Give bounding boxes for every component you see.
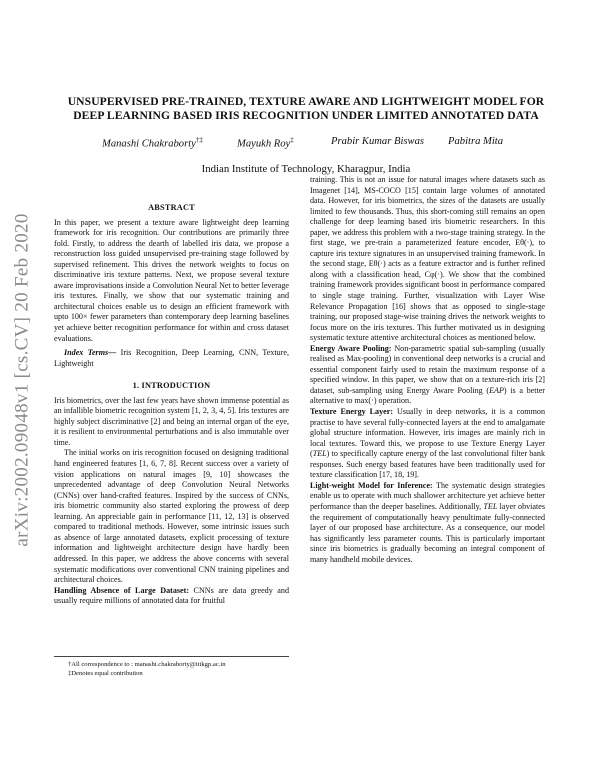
abstract-text: In this paper, we present a texture aware lightweight deep learning framework for iris recognition. Our contributions are primarily three fold. Firstly, to address the dearth of labelled iris data, we propose a reconstruction loss guided unsupervised pre-training stage followed by supervised refinement. This drives the network weights to focus on discriminative iris texture patterns. Next, we propose several texture aware improvisations inside a Convolution Neural Net to better leverage iris textures. Finally, we show that our systematic training and architectural choices enable us to design an efficient framework with upto 100× fewer parameters than contemporary deep learning baselines yet achieve better recognition performance for within and cross dataset evaluations. [54,217,289,343]
dataset-subheading: Handling Absence of Large Dataset: [54,585,190,595]
intro-paragraph-5: Energy Aware Pooling: Non-parametric spatial sub-sampling (usually realised as Max-pooling) in conventional deep networks is a crucial and essential component fairly used to retain the maximum response of a specified window. In this paper, we show that on a texture-rich iris [2] dataset, sub-sampling using Energy Aware Pooling (EAP) is a better alternative to max(·) operation. [310,343,545,406]
lightweight-model-subheading: Light-weight Model for Inference: [310,480,433,490]
index-terms-text: Iris Recognition, Deep Learning, CNN, Texture, Lightweight [54,348,289,368]
intro-paragraph-1: Iris biometrics, over the last few years have shown immense potential as an infallible biometric recognition system [1, 2, 3, 4, 5]. Iris textures are highly subject discriminative [2] and being an internal organ of the eye, it is resilient to environmental perturbations and is also immutable over time. [54,395,289,447]
index-terms [54,348,289,369]
left-column [54,203,289,607]
intro-paragraph-7: Light-weight Model for Inference: The systematic design strategies enable us to operate with much shallower architecture yet achieve better performance than the deeper baselines. Additionally, TEL layer obviates the requirement of computationally heavy penultimate fully-connected layer of our proposed base architecture. As a consequence, our model has significantly less parameter counts. This is particularly important since iris biometrics is gradually becoming an integral component of many handheld mobile devices. [310,480,545,564]
intro-paragraph-6: Texture Energy Layer: Usually in deep networks, it is a common practise to have several fully-connected layers at the end to amalgamate global structure information. However, iris images are mainly rich in local textures. Toward this, we propose to use Texture Energy Layer (TEL) to specifically capture energy of the last convolutional filter bank responses. Such energy based features have been traditionally used for texture classification [17, 18, 19]. [310,407,545,480]
author-3: Prabir Kumar Biswas [331,136,425,147]
index-terms-label: Index Terms— [64,348,117,358]
energy-pooling-subheading: Energy Aware Pooling: [310,343,392,353]
paper-title: UNSUPERVISED PRE-TRAINED, TEXTURE AWARE AND LIGHTWEIGHT MODEL FOR DEEP LEARNING BASED IRIS RECOGNITION UNDER LIMITED ANNOTATED DATA [67,95,545,122]
texture-energy-subheading: Texture Energy Layer: [310,407,394,417]
author-list [52,136,560,150]
footnote-equal-contribution: ‡Denotes equal contribution [68,670,143,677]
abstract-heading: ABSTRACT [148,203,195,212]
footnotes [54,656,289,678]
intro-paragraph-4: training. This is not an issue for natural images where datasets such as Imagenet [14], MS-COCO [15] contain large volumes of annotated data. However, for iris biometrics, the sizes of the datasets are usually limited to few thousands. Thus, this short-coming still remains an open challenge for deep learning based iris biometric researchers. In this paper, we address this problem with a two-stage training strategy. In the first stage, we pre-train a parameterized feature encoder, Eθ(·), to capture iris texture signatures in an unsupervised training framework. In the second stage, Eθ(·) acts as a feature extractor and is further refined along with a classification head, Cφ(·). We show that the combined training framework provides significant boost in performance compared to single stage training. Further, visualization with Layer Wise Relevance Propagation [16] shows that as opposed to single-stage training, our proposed stage-wise training drives the network weights to focus more on the iris textures. This further motivated us in designing systematic texture attentive architectural choices as mentioned below. [310,175,545,343]
right-column [310,175,545,565]
intro-paragraph-2: The initial works on iris recognition focused on designing traditional hand engineered features [1, 6, 7, 8]. Recent success over a variety of vision applications on natural images [9, 10] showcases the unprecedented advantage of deep Convolution Neural Networks (CNNs) over hand-crafted features. Inspired by the success of CNNs, iris biometric community also started exploring the prowess of deep learning. An appreciable gain in performance [11, 12, 13] is observed compared to traditional methods. However, some intrinsic issues such as absence of large annotated datasets, explicit processing of texture information and lightweight architecture design have hardly been addressed. In this paper, we address the above concerns with several systematic modifications over conventional CNN training pipelines and architectural choices. [54,448,289,585]
affiliation: Indian Institute of Technology, Kharagpur, India [201,163,411,175]
author-1: Manashi Chakraborty†‡ [102,136,203,150]
footnote-correspondence: †All correspondence to : manashi.chakraborty@iitkgp.ac.in [68,661,226,668]
introduction-heading: 1. INTRODUCTION [132,381,211,391]
author-4: Pabitra Mita [448,136,504,147]
intro-paragraph-3: Handling Absence of Large Dataset: CNNs are data greedy and usually require millions of annotated data for fruitful [54,585,289,606]
arxiv-identifier [11,185,35,575]
author-2: Mayukh Roy‡ [237,136,294,150]
arxiv-id-text: arXiv:2002.09048v1 [cs.CV] 20 Feb 2020 [12,213,34,547]
